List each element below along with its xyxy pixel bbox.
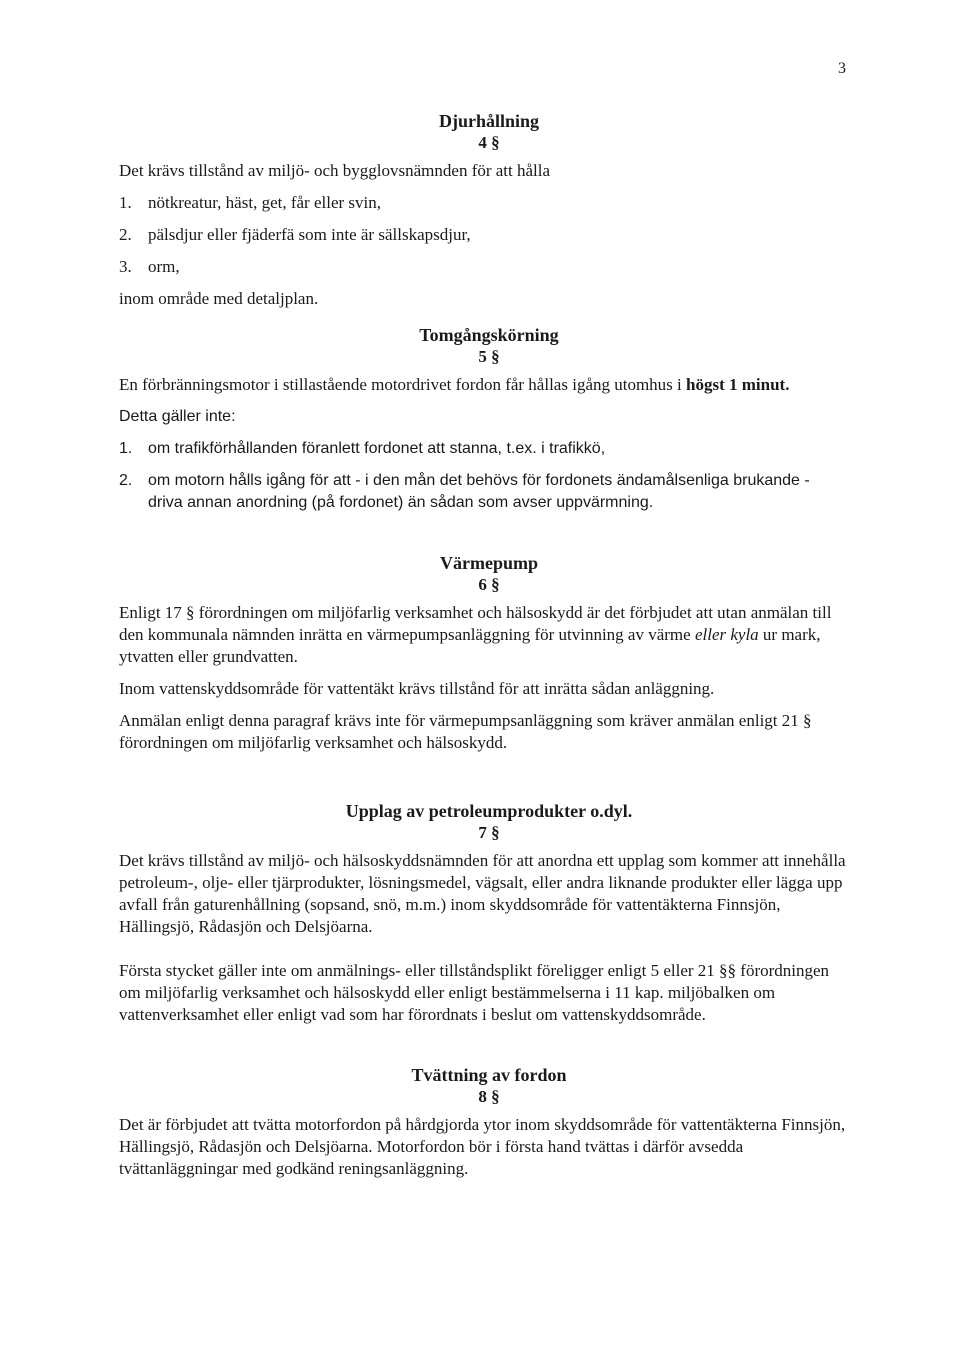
text-part: Enligt 17 § förordningen om miljöfarlig verksamhet och hälsoskydd är det förbjudet att utan anmälan till den kommunala nämnden inrätta en värmepumpsanläggning för utvinning av värme	[119, 603, 832, 644]
exceptions-list	[119, 438, 849, 514]
list-text: nötkreatur, häst, get, får eller svin,	[148, 193, 381, 212]
list-number: 2.	[119, 472, 133, 489]
section-heading: Djurhållning	[438, 111, 540, 131]
text-part: ur mark, ytvatten eller grundvatten.	[119, 625, 821, 666]
list-item	[119, 470, 849, 514]
list-item	[119, 192, 849, 214]
section-heading: Tvättning av fordon	[411, 1065, 567, 1085]
section-intro: Det krävs tillstånd av miljö- och bygglovsnämnden för att hålla	[119, 161, 551, 180]
section-paragraph: Det är förbjudet att tvätta motorfordon på hårdgjorda ytor inom skyddsområde för vattentäkterna Finnsjön, Hällingsjö, Rådasjön och Delsjöarna. Motorfordon bör i första hand tvättas i därför avsedda tvättanläggningar med godkänd reningsanläggning.	[119, 1115, 846, 1178]
list-number: 2.	[119, 225, 132, 244]
section-paragraph: Första stycket gäller inte om anmälnings- eller tillståndsplikt föreligger enligt 5 eller 21 §§ förordningen om miljöfarlig verksamhet och hälsoskydd eller enligt bestämmelserna i 11 kap. miljöbalken om vattenverksamhet eller enligt vad som har förordnats i beslut om vattenskyddsområde.	[119, 961, 830, 1024]
section-outro: inom område med detaljplan.	[119, 289, 319, 308]
animal-list	[119, 192, 849, 278]
paragraph-number: 7 §	[478, 823, 500, 842]
list-text: orm,	[148, 257, 180, 276]
text-part: En förbränningsmotor i stillastående motordrivet fordon får hållas igång utomhus i	[119, 375, 687, 394]
list-text: pälsdjur eller fjäderfä som inte är sällskapsdjur,	[148, 225, 471, 244]
list-item	[119, 224, 849, 246]
exceptions-label: Detta gäller inte:	[119, 408, 236, 425]
list-number: 1.	[119, 193, 132, 212]
list-text: om trafikförhållanden föranlett fordonet att stanna, t.ex. i trafikkö,	[148, 440, 606, 457]
section-upplag	[119, 800, 849, 1026]
paragraph-number: 4 §	[478, 133, 500, 152]
list-number: 1.	[119, 440, 133, 457]
emphasis-text: eller kyla	[694, 625, 759, 644]
section-tvattning	[119, 1064, 849, 1180]
section-text	[119, 374, 849, 396]
section-paragraph: Anmälan enligt denna paragraf krävs inte för värmepumpsanläggning som kräver anmälan enligt 21 § förordningen om miljöfarlig verksamhet och hälsoskydd.	[119, 711, 812, 752]
list-number: 3.	[119, 257, 132, 276]
list-item	[119, 256, 849, 278]
section-tomgangskorning	[119, 324, 849, 514]
list-text: om motorn hålls igång för att - i den mån det behövs för fordonets ändamålsenliga brukande - driva annan anordning (på fordonet) än sådan som avser uppvärmning.	[148, 472, 810, 511]
section-paragraph: Det krävs tillstånd av miljö- och hälsoskyddsnämnden för att anordna ett upplag som kommer att innehålla petroleum-, olje- eller tjärprodukter, lösningsmedel, vägsalt, eller andra liknande produkter eller lägga upp avfall från gaturenhållning (sopsand, snö, m.m.) inom skyddsområde för vattentäkterna Finnsjön, Hällingsjö, Rådasjön och Delsjöarna.	[119, 851, 846, 936]
emphasis-text: högst 1 minut.	[686, 375, 790, 394]
section-heading: Tomgångskörning	[419, 325, 559, 345]
document-body	[119, 110, 849, 1180]
list-item	[119, 438, 849, 460]
paragraph-number: 8 §	[478, 1087, 500, 1106]
section-paragraph	[119, 602, 849, 668]
section-heading: Upplag av petroleumprodukter o.dyl.	[345, 801, 633, 821]
section-djurhallning	[119, 110, 849, 310]
paragraph-number: 5 §	[478, 347, 500, 366]
section-paragraph: Inom vattenskyddsområde för vattentäkt krävs tillstånd för att inrätta sådan anläggning.	[119, 679, 715, 698]
page-number: 3	[838, 60, 846, 77]
paragraph-number: 6 §	[478, 575, 500, 594]
section-varmepump	[119, 552, 849, 754]
section-heading: Värmepump	[440, 553, 538, 573]
